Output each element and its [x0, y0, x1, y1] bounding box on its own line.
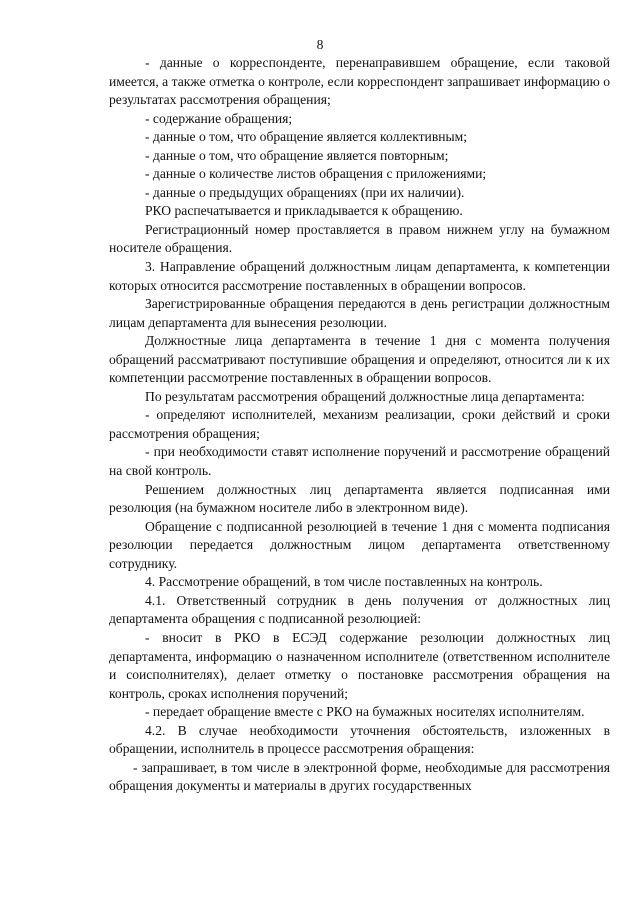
paragraph-correspondent-data: - данные о корреспонденте, перенаправившем обращение, если таковой имеется, а также отметка о контроле, если корреспондент запрашивает информацию о результатах рассмотрения обращения; [109, 55, 610, 108]
paragraph-previous-appeals: - данные о предыдущих обращениях (при их наличии). [145, 184, 465, 200]
paragraph-section-4-2: 4.2. В случае необходимости уточнения обстоятельств, изложенных в обращении, исполнитель в процессе рассмотрения обращения: [109, 722, 610, 757]
paragraph-request-documents: - запрашивает, в том числе в электронной форме, необходимые для рассмотрения обращения документы и материалы в других государственных [109, 759, 610, 794]
page-number: 8 [316, 37, 324, 52]
paragraph-repeat-appeal: - данные о том, что обращение является повторным; [145, 147, 449, 163]
paragraph-appeal-content: - содержание обращения; [145, 110, 293, 126]
paragraph-review-results: По результатам рассмотрения обращений должностные лица департамента: [145, 388, 585, 404]
paragraph-own-control: - при необходимости ставят исполнение поручений и рассмотрение обращений на свой контроль. [109, 444, 610, 479]
paragraph-section-3-heading: 3. Направление обращений должностным лицам департамента, к компетенции которых относится рассмотрение поставленных в обращении вопросов. [109, 259, 610, 293]
paragraph-officials-review: Должностные лица департамента в течение 1 дня с момента получения обращений рассматривают поступившие обращения и определяют, относится ли к их компетенции рассмотрение поставленных в обращении вопросов. [109, 333, 610, 386]
paragraph-collective-appeal: - данные о том, что обращение является коллективным; [145, 129, 468, 145]
paragraph-registration-number: Регистрационный номер проставляется в правом нижнем углу на бумажном носителе обращения. [109, 221, 610, 256]
document-body [109, 54, 610, 796]
paragraph-resolution-transfer: Обращение с подписанной резолюцией в течение 1 дня с момента подписания резолюции передается должностным лицом департамента ответственному сотруднику. [109, 518, 610, 571]
paragraph-transfer-to-executors: - передает обращение вместе с РКО на бумажных носителях исполнителям. [145, 704, 585, 720]
paragraph-rko-print: РКО распечатывается и прикладывается к обращению. [145, 203, 463, 219]
paragraph-resolution-decision: Решением должностных лиц департамента является подписанная ими резолюция (на бумажном носителе либо в электронном виде). [109, 481, 610, 516]
paragraph-registered-appeals: Зарегистрированные обращения передаются в день регистрации должностным лицам департамента для вынесения резолюции. [109, 296, 610, 330]
paragraph-define-executors: - определяют исполнителей, механизм реализации, сроки действий и сроки рассмотрения обращения; [109, 407, 610, 441]
paragraph-section-4-heading: 4. Рассмотрение обращений, в том числе поставленных на контроль. [145, 574, 543, 590]
paragraph-sheet-count: - данные о количестве листов обращения с приложениями; [145, 166, 487, 182]
paragraph-esed-entry: - вносит в РКО в ЕСЭД содержание резолюции должностных лиц департамента, информацию о назначенном исполнителе (ответственном исполнителе и соисполнителях), делает отметку о постановке рассмотрения обращения на контроль, сроках исполнения поручений; [109, 629, 610, 701]
paragraph-section-4-1: 4.1. Ответственный сотрудник в день получения от должностных лиц департамента обращения с подписанной резолюцией: [109, 592, 610, 627]
